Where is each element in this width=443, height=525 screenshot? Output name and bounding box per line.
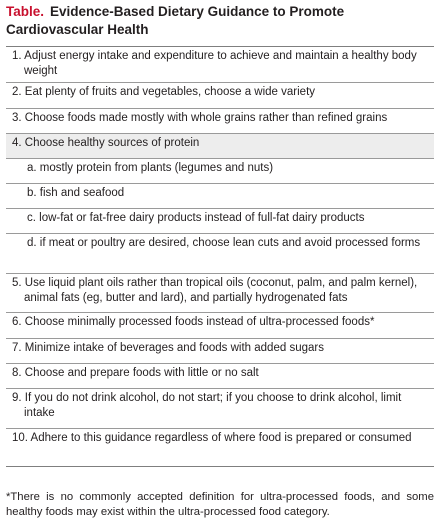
table-row-4d: d. if meat or poultry are desired, choose lean cuts and avoid processed forms <box>6 234 434 274</box>
table-label: Table. <box>6 4 45 19</box>
footnote: *There is no commonly accepted definition for ultra-processed foods, and some healthy foods may exist within the ultra-processed food category. <box>6 491 434 518</box>
table-row-6: 6. Choose minimally processed foods instead of ultra-processed foods* <box>6 313 434 339</box>
table-row-4c: c. low-fat or fat-free dairy products instead of full-fat dairy products <box>6 209 434 234</box>
table-row-9: 9. If you do not drink alcohol, do not start; if you choose to drink alcohol, limit intake <box>6 389 434 429</box>
table-row-4a: a. mostly protein from plants (legumes and nuts) <box>6 159 434 184</box>
table-row-2: 2. Eat plenty of fruits and vegetables, choose a wide variety <box>6 83 434 109</box>
table-title <box>6 3 438 39</box>
guidance-table <box>6 46 434 467</box>
table-row-3: 3. Choose foods made mostly with whole grains rather than refined grains <box>6 109 434 134</box>
table-caption: Evidence-Based Dietary Guidance to Promote Cardiovascular Health <box>6 4 345 37</box>
table-row-5: 5. Use liquid plant oils rather than tropical oils (coconut, palm, and palm kernel), animal fats (eg, butter and lard), and partially hydrogenated fats <box>6 274 434 313</box>
table-row-8: 8. Choose and prepare foods with little or no salt <box>6 364 434 389</box>
table-row-4b: b. fish and seafood <box>6 184 434 209</box>
table-row-7: 7. Minimize intake of beverages and foods with added sugars <box>6 339 434 364</box>
table-row-4: 4. Choose healthy sources of protein <box>6 134 434 159</box>
table-row-1: 1. Adjust energy intake and expenditure to achieve and maintain a healthy body weight <box>6 47 434 83</box>
table-row-10: 10. Adhere to this guidance regardless of where food is prepared or consumed <box>12 432 412 444</box>
